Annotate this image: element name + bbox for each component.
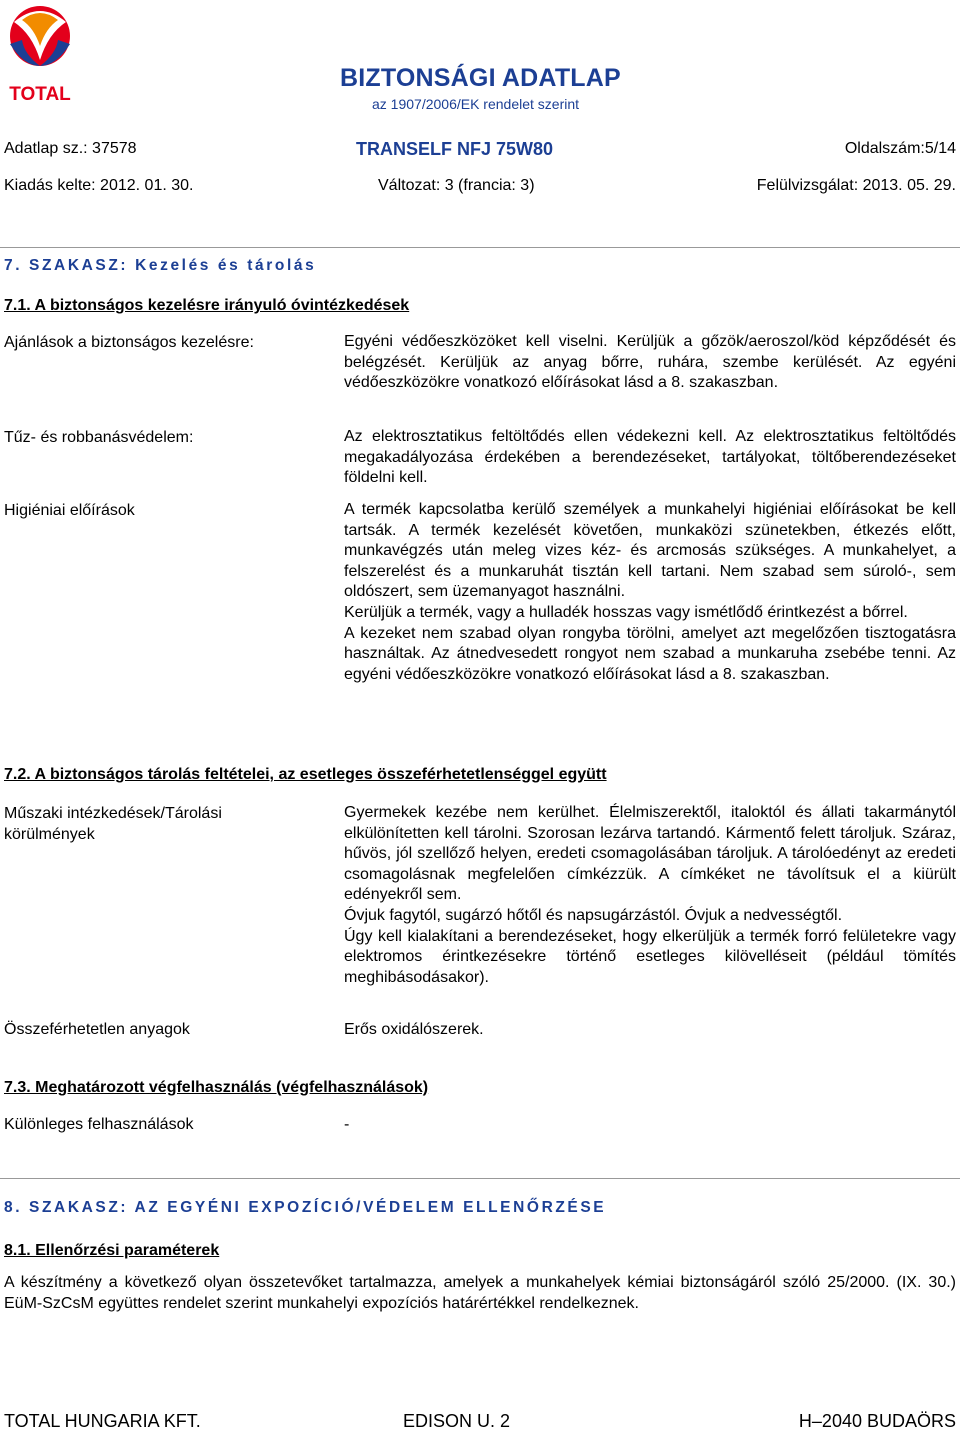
row-text: Egyéni védőeszközöket kell viselni. Kerüljük a gőzök/aeroszol/köd képződését és belégzését. Kerüljük az anyag bőrre, ruhára, szembe kerülését. Az egyéni védőeszközökre vonatkozó előírásokat lásd a 8. szakaszban.	[344, 333, 956, 392]
total-logo	[0, 0, 84, 104]
version: Változat: 3 (francia: 3)	[378, 177, 535, 194]
row-label: Összeférhetetlen anyagok	[4, 1021, 190, 1038]
document-title: BIZTONSÁGI ADATLAP	[340, 64, 621, 92]
sheet-number: Adatlap sz.: 37578	[4, 140, 137, 157]
paragraph: A termék kapcsolatba kerülő személyek a munkahelyi higiéniai előírásokat be kell tartsák. A termék kezelését követően, munkaközi szünetekben, étkezés előtt, munkavégzés után meleg vizes kéz- és arcmosás szükséges. A munkahelyet, a felszerelést és a munkaruhát tisztán kell tartani. Nem szabad sem súroló-, sem oldószert, sem üzemanyagot használni.	[344, 501, 956, 601]
footer-city: H–2040 BUDAÖRS	[798, 1411, 956, 1431]
row-text: Erős oxidálószerek.	[344, 1021, 484, 1038]
row-label: Ajánlások a biztonságos kezelésre:	[4, 334, 254, 351]
section-divider	[0, 1178, 960, 1179]
page-number: Oldalszám:5/14	[844, 140, 956, 157]
subsection-7-3-title: 7.3. Meghatározott végfelhasználás (végfelhasználások)	[4, 1079, 429, 1096]
row-text	[344, 803, 956, 988]
section-7-title: 7. SZAKASZ: Kezelés és tárolás	[4, 257, 317, 274]
paragraph: Kerüljük a termék, vagy a hulladék hosszas vagy ismétlődő érintkezést a bőrrel.	[344, 603, 908, 621]
row-label: Higiéniai előírások	[4, 502, 135, 519]
row-text	[344, 500, 956, 685]
paragraph: Úgy kell kialakítani a berendezéseket, hogy elkerüljük a termék forró felületekre vagy elektromos érintkezésekre történő esetleges kilövelléseit (például tömítés meghibásodásakor).	[344, 927, 956, 986]
subsection-8-1-title: 8.1. Ellenőrzési paraméterek	[4, 1242, 220, 1259]
footer-company: TOTAL HUNGARIA KFT.	[4, 1411, 201, 1431]
paragraph: Óvjuk fagytól, sugárzó hőtől és napsugárzástól. Óvjuk a nedvességtől.	[344, 906, 843, 924]
revision-date: Felülvizsgálat: 2013. 05. 29.	[756, 177, 956, 194]
subsection-7-1-title: 7.1. A biztonságos kezelésre irányuló óvintézkedések	[4, 297, 410, 314]
row-label: Különleges felhasználások	[4, 1116, 194, 1133]
logo-text: TOTAL	[9, 84, 71, 104]
subsection-7-2-title: 7.2. A biztonságos tárolás feltételei, az esetleges összeférhetetlenséggel együtt	[4, 766, 607, 783]
row-label: Tűz- és robbanásvédelem:	[4, 429, 194, 446]
row-text: -	[344, 1116, 350, 1133]
product-name: TRANSELF NFJ 75W80	[356, 139, 554, 159]
issue-date: Kiadás kelte: 2012. 01. 30.	[4, 177, 194, 194]
section-8-title: 8. SZAKASZ: AZ EGYÉNI EXPOZÍCIÓ/VÉDELEM ELLENŐRZÉSE	[4, 1199, 607, 1216]
row-text: Az elektrosztatikus feltöltődés ellen védekezni kell. Az elektrosztatikus feltöltődés megakadályozása érdekében a berendezéseket, tartályokat, töltőberendezéseket földelni kell.	[344, 428, 956, 487]
footer-street: EDISON U. 2	[403, 1411, 511, 1431]
row-label: Műszaki intézkedések/Tárolási körülmények	[4, 805, 222, 843]
paragraph: A kezeket nem szabad olyan rongyba törölni, amelyet azt megelőzően tisztogatásra használtak. Az átnedvesedett rongyot nem szabad a munkaruha zsebébe tenni. Az egyéni védőeszközökre vonatkozó előírásokat lásd a 8. szakaszban.	[344, 624, 956, 683]
paragraph: Gyermekek kezébe nem kerülhet. Élelmiszerektől, italoktól és állati takarmánytól elkülönítetten kell tárolni. Szorosan lezárva tartandó. Kármentő felett tároljuk. Száraz, hűvös, jól szellőző helyen, eredeti csomagolásában tároljuk. A tárolóedényt az eredeti csomagolásnak megfelelően címkézzük. A címkéket ne távolítsuk el a kiürült edényekről sem.	[344, 804, 956, 904]
section-divider	[0, 247, 960, 248]
document-subtitle: az 1907/2006/EK rendelet szerint	[372, 96, 580, 112]
paragraph: A készítmény a következő olyan összetevőket tartalmazza, amelyek a munkahelyek kémiai biztonságáról szóló 25/2000. (IX. 30.) EüM-SzCsM együttes rendelet szerint munkahelyi expozíciós határértékkel rendelkeznek.	[4, 1274, 956, 1312]
